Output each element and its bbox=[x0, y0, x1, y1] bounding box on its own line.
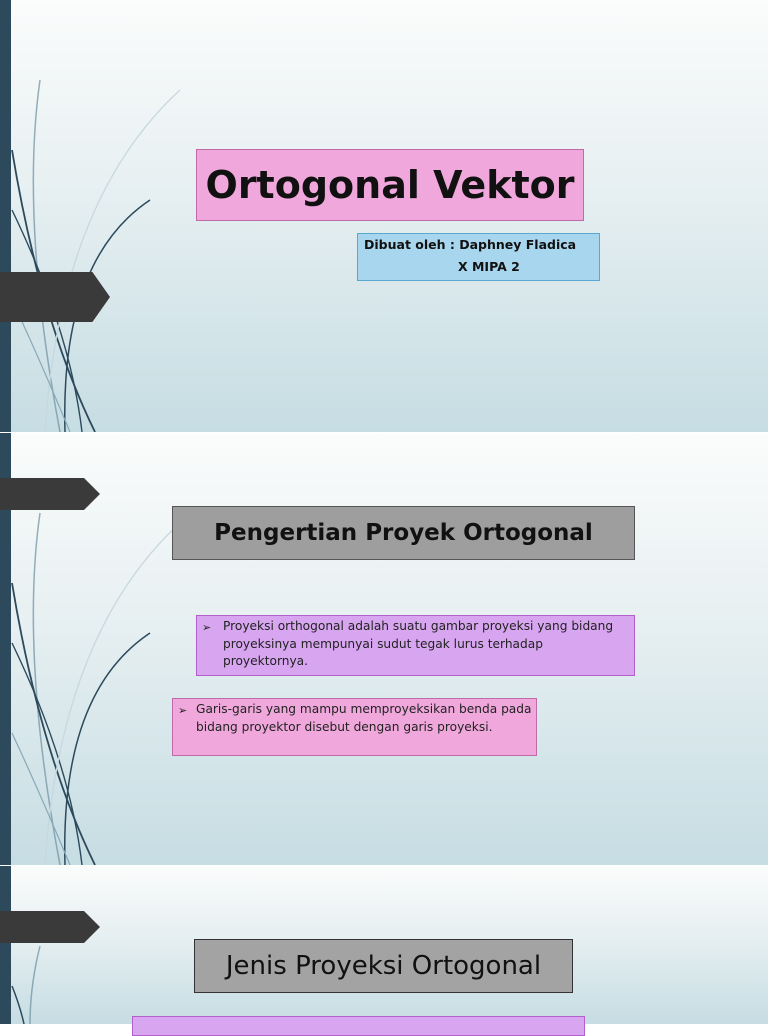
slide-title: Jenis Proyeksi Ortogonal bbox=[194, 939, 573, 993]
bullet-text: Garis-garis yang mampu memproyeksikan benda pada bidang proyektor disebut dengan garis proyeksi. bbox=[196, 702, 532, 734]
bullet-box-partial bbox=[132, 1016, 585, 1036]
slide-title: Pengertian Proyek Ortogonal bbox=[172, 506, 635, 560]
class-line: X MIPA 2 bbox=[458, 259, 520, 274]
slide-tag bbox=[0, 478, 100, 510]
slide-tag bbox=[0, 272, 110, 322]
bullet-text: Proyeksi orthogonal adalah suatu gambar proyeksi yang bidang proyeksinya mempunyai sudut tegak lurus terhadap proyektornya. bbox=[223, 619, 614, 668]
arrow-bullet-icon: ➢ bbox=[202, 621, 212, 634]
slide-title: Ortogonal Vektor bbox=[196, 149, 584, 221]
arrow-bullet-icon: ➢ bbox=[178, 704, 188, 717]
bullet-box-1 bbox=[196, 615, 635, 676]
author-line: Dibuat oleh : Daphney Fladica bbox=[364, 237, 577, 252]
slide-tag bbox=[0, 911, 100, 943]
author-box bbox=[357, 233, 600, 281]
bullet-box-2 bbox=[172, 698, 537, 756]
slide-1 bbox=[0, 0, 768, 432]
